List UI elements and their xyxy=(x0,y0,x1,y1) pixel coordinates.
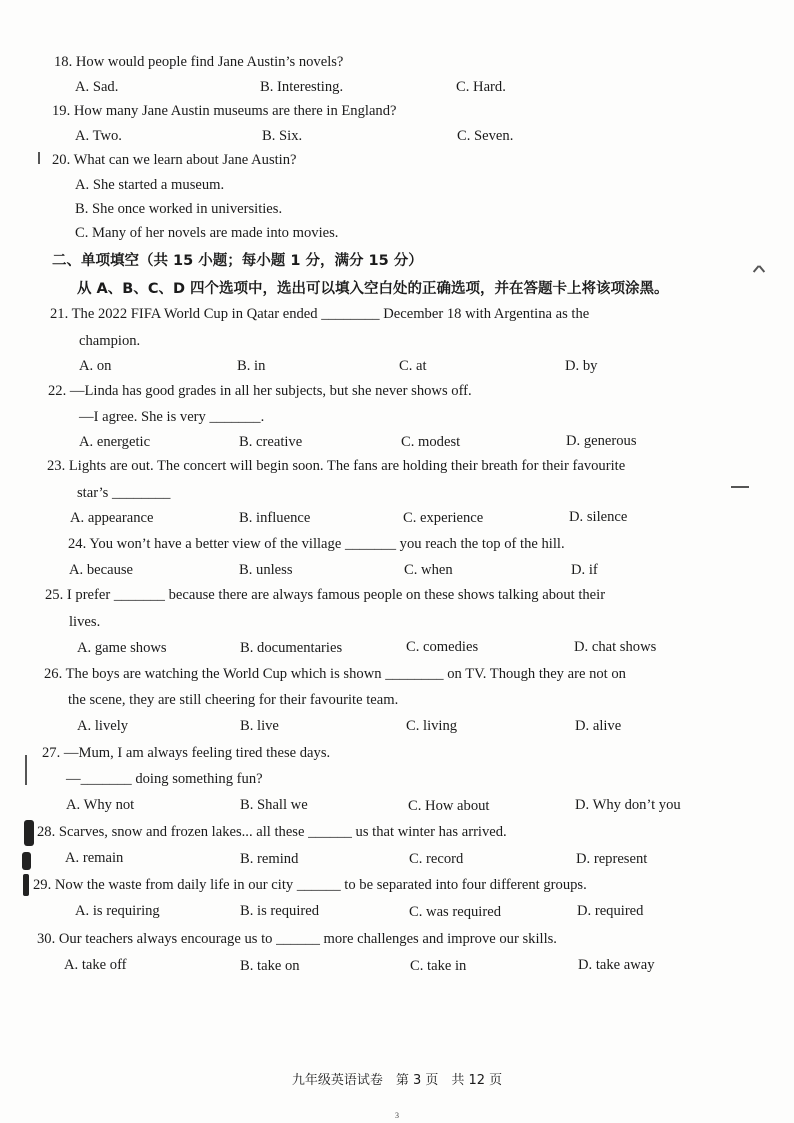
q30-option-d: D. take away xyxy=(578,957,655,973)
q25-option-b: B. documentaries xyxy=(240,640,343,656)
q23-stem-line1: 23. Lights are out. The concert will begin soon. The fans are holding their breath for their favourite xyxy=(47,458,626,474)
q20-option-c: C. Many of her novels are made into movies. xyxy=(75,225,339,241)
q18-option-c: C. Hard. xyxy=(456,79,506,95)
q29-option-b: B. is required xyxy=(240,903,320,919)
scan-artifact-mark xyxy=(22,852,31,870)
q26-stem-line1: 26. The boys are watching the World Cup which is shown ________ on TV. Though they are not on xyxy=(44,666,626,682)
q25-stem-line2: lives. xyxy=(69,614,101,630)
q21-stem-line2: champion. xyxy=(79,333,141,349)
scan-artifact-mark xyxy=(23,874,29,896)
q29-stem: 29. Now the waste from daily life in our city ______ to be separated into four different groups. xyxy=(33,877,587,893)
q21-stem-line1: 21. The 2022 FIFA World Cup in Qatar ended ________ December 18 with Argentina as the xyxy=(50,306,590,322)
q26-option-d: D. alive xyxy=(575,718,622,734)
q27-stem-line1: 27. —Mum, I am always feeling tired these days. xyxy=(42,745,331,761)
q27-option-d: D. Why don’t you xyxy=(575,797,681,813)
q28-option-c: C. record xyxy=(409,851,464,867)
q21-option-d: D. by xyxy=(565,358,598,374)
q20-option-b: B. She once worked in universities. xyxy=(75,201,283,217)
q21-option-a: A. on xyxy=(79,358,112,374)
q30-stem: 30. Our teachers always encourage us to ______ more challenges and improve our skills. xyxy=(37,931,557,947)
q27-option-c: C. How about xyxy=(408,798,490,814)
q22-option-b: B. creative xyxy=(239,434,303,450)
q26-option-b: B. live xyxy=(240,718,279,734)
q22-stem-line2: —I agree. She is very _______. xyxy=(79,409,265,425)
page-number: 3 xyxy=(395,1111,399,1120)
page-footer: 九年级英语试卷 第 3 页 共 12 页 xyxy=(291,1073,503,1088)
q27-stem-line2: —_______ doing something fun? xyxy=(66,771,263,787)
q22-option-d: D. generous xyxy=(566,433,637,449)
q23-stem-line2: star’s ________ xyxy=(77,485,171,501)
q26-option-a: A. lively xyxy=(77,718,129,734)
q29-option-d: D. required xyxy=(577,903,644,919)
q19-option-c: C. Seven. xyxy=(457,128,514,144)
q24-option-c: C. when xyxy=(404,562,453,578)
q24-option-b: B. unless xyxy=(239,562,293,578)
q18-stem: 18. How would people find Jane Austin’s novels? xyxy=(54,54,344,70)
q23-option-a: A. appearance xyxy=(70,510,154,526)
q21-option-c: C. at xyxy=(399,358,427,374)
scan-artifact-mark xyxy=(25,755,27,785)
q25-option-c: C. comedies xyxy=(406,639,479,655)
section-heading: 二、单项填空（共 15 小题；每小题 1 分，满分 15 分） xyxy=(52,253,423,269)
q22-option-c: C. modest xyxy=(401,434,461,450)
q30-option-a: A. take off xyxy=(64,957,127,973)
q25-option-d: D. chat shows xyxy=(574,639,657,655)
scan-artifact-mark xyxy=(24,820,34,846)
q28-option-d: D. represent xyxy=(576,851,648,867)
q19-option-a: A. Two. xyxy=(75,128,122,144)
q26-stem-line2: the scene, they are still cheering for their favourite team. xyxy=(68,692,399,708)
q19-option-b: B. Six. xyxy=(262,128,303,144)
q26-option-c: C. living xyxy=(406,718,458,734)
q24-option-d: D. if xyxy=(571,562,598,578)
q18-option-a: A. Sad. xyxy=(75,79,119,95)
q25-stem-line1: 25. I prefer _______ because there are always famous people on these shows talking about their xyxy=(45,587,606,603)
q21-option-b: B. in xyxy=(237,358,266,374)
q29-option-a: A. is requiring xyxy=(75,903,160,919)
q28-option-a: A. remain xyxy=(65,850,124,866)
q27-option-a: A. Why not xyxy=(66,797,135,813)
q22-option-a: A. energetic xyxy=(79,434,151,450)
q23-option-c: C. experience xyxy=(403,510,484,526)
q22-stem-line1: 22. —Linda has good grades in all her subjects, but she never shows off. xyxy=(48,383,472,399)
q30-option-c: C. take in xyxy=(410,958,467,974)
q30-option-b: B. take on xyxy=(240,958,300,974)
q28-stem: 28. Scarves, snow and frozen lakes... all these ______ us that winter has arrived. xyxy=(37,824,507,840)
q23-option-d: D. silence xyxy=(569,509,628,525)
q24-stem: 24. You won’t have a better view of the village _______ you reach the top of the hill. xyxy=(68,536,565,552)
q18-option-b: B. Interesting. xyxy=(260,79,344,95)
q25-option-a: A. game shows xyxy=(77,640,167,656)
scan-artifact-mark xyxy=(38,152,40,164)
q20-option-a: A. She started a museum. xyxy=(75,177,225,193)
q20-stem: 20. What can we learn about Jane Austin? xyxy=(52,152,297,168)
section-instruction: 从 A、B、C、D 四个选项中，选出可以填入空白处的正确选项，并在答题卡上将该项涂黑。 xyxy=(77,281,669,297)
q24-option-a: A. because xyxy=(69,562,134,578)
q29-option-c: C. was required xyxy=(409,904,501,920)
q27-option-b: B. Shall we xyxy=(240,797,308,813)
scan-artifact-mark xyxy=(731,486,749,488)
scan-artifact-mark xyxy=(759,265,765,272)
q23-option-b: B. influence xyxy=(239,510,311,526)
q28-option-b: B. remind xyxy=(240,851,299,867)
q19-stem: 19. How many Jane Austin museums are there in England? xyxy=(52,103,397,119)
